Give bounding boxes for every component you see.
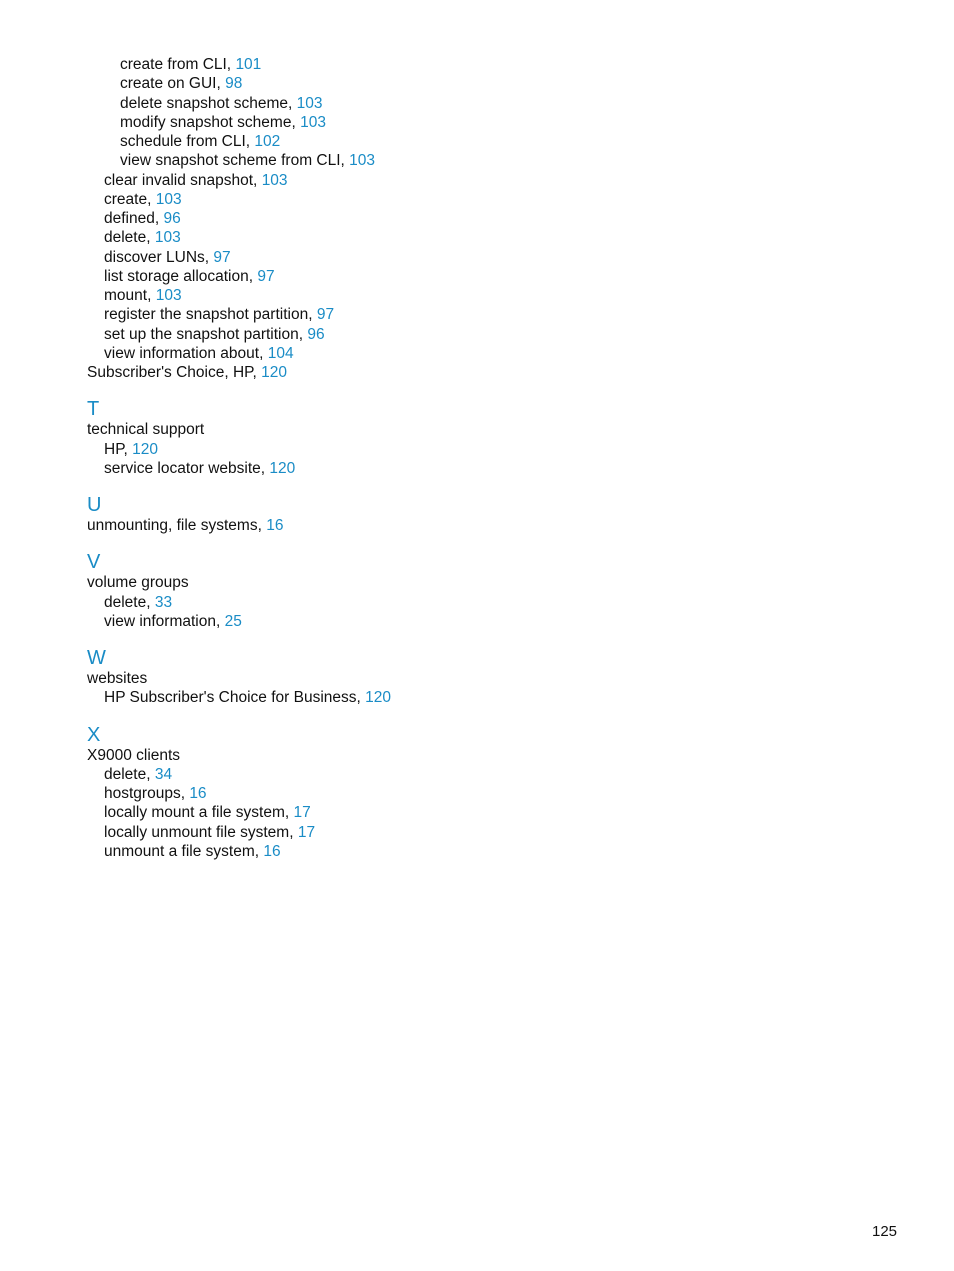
index-entry bbox=[87, 113, 787, 132]
index-entry bbox=[87, 151, 787, 170]
index-entry-term: view information, bbox=[104, 612, 221, 630]
index-entry-term: HP Subscriber's Choice for Business, bbox=[104, 689, 361, 707]
index-entry-term: delete, bbox=[104, 229, 151, 247]
page-reference-link[interactable]: 103 bbox=[154, 229, 181, 247]
index-entry bbox=[87, 803, 787, 822]
index-entry bbox=[87, 573, 787, 592]
index-entry-term: register the snapshot partition, bbox=[104, 306, 313, 324]
index-entry-term: create from CLI, bbox=[120, 56, 232, 73]
index-entry bbox=[87, 325, 787, 344]
page-reference-link[interactable]: 103 bbox=[261, 171, 288, 189]
index-letter-heading: T bbox=[87, 398, 100, 421]
page-reference-link[interactable]: 33 bbox=[154, 593, 173, 611]
index-entry-term: locally unmount file system, bbox=[104, 823, 294, 841]
index-entry bbox=[87, 55, 787, 74]
page-reference-link[interactable]: 16 bbox=[189, 785, 207, 802]
index-entry bbox=[87, 228, 787, 247]
page-reference-link[interactable]: 96 bbox=[307, 325, 325, 343]
page-reference-link[interactable]: 16 bbox=[266, 517, 284, 534]
index-entry-term: delete snapshot scheme, bbox=[120, 94, 293, 112]
page-reference-link[interactable]: 103 bbox=[296, 94, 323, 112]
index-entry-term: technical support bbox=[87, 421, 205, 439]
index-entry-term: delete, bbox=[104, 593, 151, 611]
index-letter-heading: U bbox=[87, 494, 102, 516]
page-number: 125 bbox=[872, 1223, 898, 1240]
page-reference-link[interactable]: 25 bbox=[224, 612, 242, 630]
page-reference-link[interactable]: 97 bbox=[257, 267, 275, 285]
index-entry-term: service locator website, bbox=[104, 459, 266, 477]
index-entry bbox=[87, 74, 787, 93]
index-entry bbox=[87, 842, 787, 861]
index-entry-term: set up the snapshot partition, bbox=[104, 325, 304, 343]
page-reference-link[interactable]: 103 bbox=[155, 190, 182, 208]
index-entry-term: schedule from CLI, bbox=[120, 133, 251, 150]
index-entry bbox=[87, 459, 787, 478]
index-entry-term: create on GUI, bbox=[120, 75, 221, 93]
index-entry bbox=[87, 132, 787, 151]
page-reference-link[interactable]: 97 bbox=[213, 248, 231, 266]
index-letter-heading: W bbox=[87, 647, 106, 669]
index-entry bbox=[87, 363, 787, 382]
page-reference-link[interactable]: 102 bbox=[254, 133, 281, 150]
index-entry-term: modify snapshot scheme, bbox=[120, 113, 296, 131]
index-entry bbox=[87, 823, 787, 842]
index-entry bbox=[87, 190, 787, 209]
page-reference-link[interactable]: 96 bbox=[163, 210, 181, 227]
page-reference-link[interactable]: 97 bbox=[316, 306, 335, 324]
index-entry-term: locally mount a file system, bbox=[104, 804, 290, 822]
page-reference-link[interactable]: 16 bbox=[263, 842, 281, 860]
index-entry-term: list storage allocation, bbox=[104, 267, 254, 285]
index-entry bbox=[87, 784, 787, 803]
index-entry bbox=[87, 171, 787, 190]
index-entry-term: HP, bbox=[104, 440, 128, 458]
index-entry-term: defined, bbox=[104, 210, 160, 227]
page-reference-link[interactable]: 98 bbox=[225, 75, 243, 93]
page-reference-link[interactable]: 34 bbox=[154, 765, 173, 783]
page-reference-link[interactable]: 17 bbox=[297, 823, 316, 841]
index-entry bbox=[87, 248, 787, 267]
index-entry bbox=[87, 420, 787, 439]
page-reference-link[interactable]: 17 bbox=[293, 804, 311, 822]
index-entry bbox=[87, 516, 787, 535]
index-entry bbox=[87, 746, 787, 765]
index-entry-term: unmount a file system, bbox=[104, 842, 260, 860]
page-reference-link[interactable]: 103 bbox=[300, 113, 326, 131]
index-letter-heading: X bbox=[87, 723, 101, 746]
index-entry bbox=[87, 612, 787, 631]
index-entry bbox=[87, 267, 787, 286]
index-entry bbox=[87, 593, 787, 612]
index-entry-term: hostgroups, bbox=[104, 785, 185, 802]
index-entry-term: view information about, bbox=[104, 344, 264, 362]
index-entry bbox=[87, 344, 787, 363]
index-entry-term: X9000 clients bbox=[87, 746, 181, 764]
index-entry-term: volume groups bbox=[87, 574, 189, 592]
index-entry bbox=[87, 94, 787, 113]
index-entry-term: mount, bbox=[104, 287, 152, 304]
index-list bbox=[87, 55, 787, 861]
page-reference-link[interactable]: 103 bbox=[349, 152, 376, 170]
page-reference-link[interactable]: 120 bbox=[261, 364, 287, 381]
page-reference-link[interactable]: 120 bbox=[365, 689, 391, 707]
index-entry-term: discover LUNs, bbox=[104, 248, 210, 266]
index-entry-term: view snapshot scheme from CLI, bbox=[120, 152, 345, 170]
index-entry-term: clear invalid snapshot, bbox=[104, 171, 258, 189]
index-entry-term: create, bbox=[104, 190, 152, 208]
page-reference-link[interactable]: 120 bbox=[269, 459, 296, 477]
index-entry bbox=[87, 765, 787, 784]
index-entry bbox=[87, 440, 787, 459]
index-entry bbox=[87, 688, 787, 707]
page-reference-link[interactable]: 104 bbox=[267, 344, 294, 362]
index-entry bbox=[87, 669, 787, 688]
index-entry bbox=[87, 286, 787, 305]
index-letter-heading: V bbox=[87, 551, 101, 574]
index-entry bbox=[87, 305, 787, 324]
page-reference-link[interactable]: 120 bbox=[132, 440, 159, 458]
index-entry-term: websites bbox=[87, 670, 148, 687]
index-entry-term: unmounting, file systems, bbox=[87, 517, 262, 534]
index-entry-term: Subscriber's Choice, HP, bbox=[87, 364, 257, 381]
page-reference-link[interactable]: 103 bbox=[155, 287, 182, 304]
index-entry bbox=[87, 209, 787, 228]
index-entry-term: delete, bbox=[104, 765, 151, 783]
page-reference-link[interactable]: 101 bbox=[235, 56, 262, 73]
